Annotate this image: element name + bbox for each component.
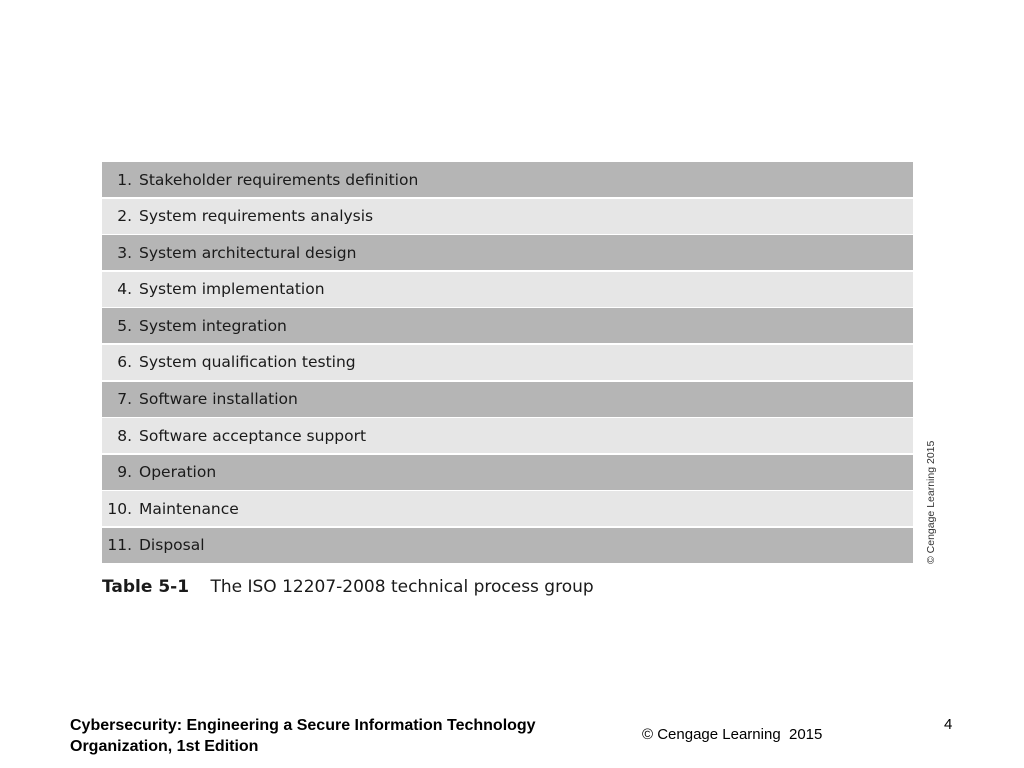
- row-label: Disposal: [139, 536, 205, 555]
- row-number: 4.: [117, 280, 132, 299]
- footer-book-title: Cybersecurity: Engineering a Secure Information Technology Organization, 1st Edition: [70, 717, 536, 755]
- caption-label: Table 5-1: [102, 577, 190, 597]
- table-row: [102, 162, 913, 197]
- table-row: [102, 345, 913, 380]
- row-label: System implementation: [139, 280, 325, 299]
- row-label: System integration: [139, 316, 287, 335]
- row-label: Software acceptance support: [139, 426, 367, 445]
- row-number: 5.: [117, 316, 132, 335]
- row-label: Maintenance: [139, 499, 239, 518]
- caption-text: The ISO 12207-2008 technical process group: [210, 577, 594, 597]
- row-number: 6.: [117, 353, 132, 372]
- row-number: 7.: [117, 390, 132, 409]
- row-label: Software installation: [139, 390, 298, 409]
- table-row: [102, 418, 913, 453]
- page-number: 4: [944, 716, 953, 733]
- row-label: System qualification testing: [139, 353, 356, 372]
- table-credit: © Cengage Learning 2015: [925, 440, 937, 564]
- table-row: [102, 308, 913, 343]
- process-table: [102, 162, 913, 565]
- table-row: [102, 272, 913, 307]
- table-row: [102, 199, 913, 234]
- row-number: 8.: [117, 426, 132, 445]
- table-row: [102, 491, 913, 526]
- table-row: [102, 528, 913, 563]
- table-row: [102, 235, 913, 270]
- table-caption: [102, 577, 594, 597]
- row-number: 1.: [117, 170, 132, 189]
- footer-copyright: © Cengage Learning 2015: [642, 726, 823, 743]
- table-row: [102, 382, 913, 417]
- row-label: System architectural design: [139, 243, 357, 262]
- row-label: System requirements analysis: [139, 207, 374, 226]
- row-number: 3.: [117, 243, 132, 262]
- row-number: 9.: [117, 463, 132, 482]
- row-number: 2.: [117, 207, 132, 226]
- row-label: Stakeholder requirements definition: [139, 170, 419, 189]
- row-label: Operation: [139, 463, 217, 482]
- row-number: 11.: [107, 536, 132, 555]
- row-number: 10.: [107, 499, 132, 518]
- table-row: [102, 455, 913, 490]
